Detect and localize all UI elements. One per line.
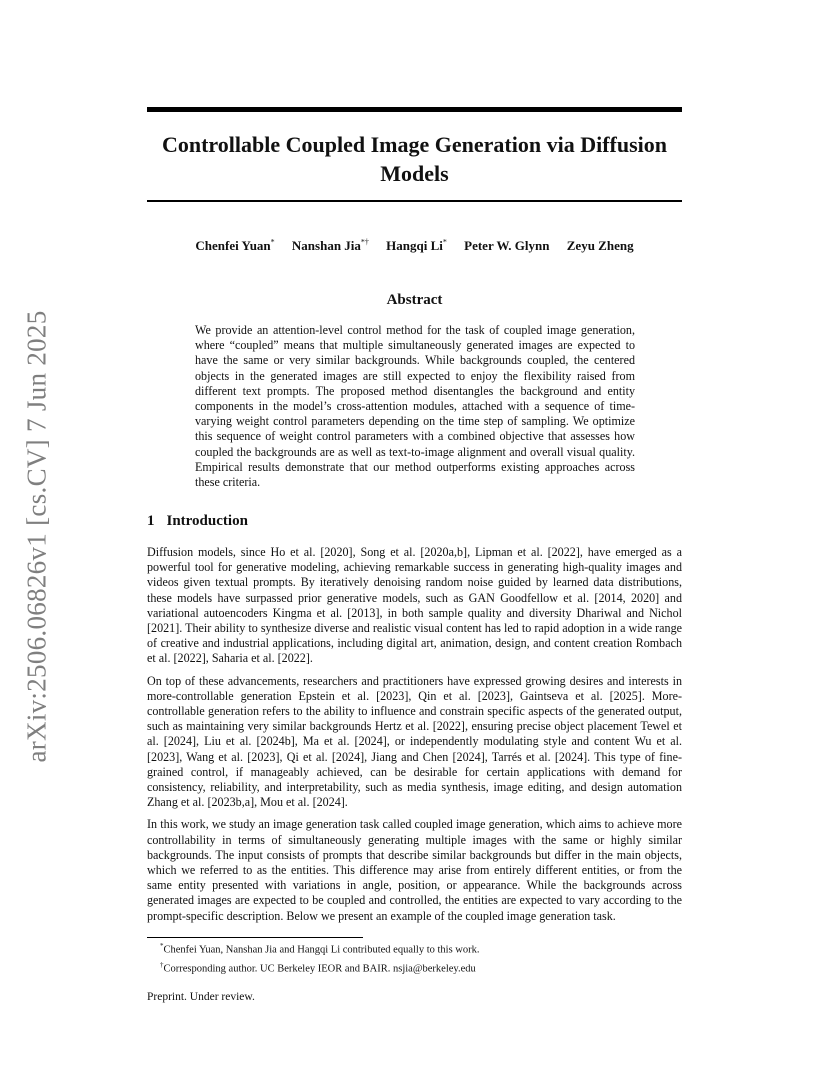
section-number: 1 bbox=[147, 513, 155, 529]
paragraph: On top of these advancements, researchers and practitioners have expressed growing desires and interests in more-controllable generation Epstein et al. [2023], Qin et al. [2023], Gaintseva et al. [2025]. More-controllable generation refers to the ability to influence and constrain specific aspects of the generated output, such as maintaining very similar backgrounds Hertz et al. [2022], ensuring precise object placement Tewel et al. [2024], Liu et al. [2024b], Ma et al. [2024], or independently modulating style and content Wu et al. [2023], Wang et al. [2023], Qi et al. [2024], Jiang and Chen [2024], Tarrés et al. [2024]. This type of fine-grained control, if manageably achieved, can be desirable for certain applications with demand for consistency, reliability, and interpretability, such as media synthesis, image editing, and design automation Zhang et al. [2023b,a], Mou et al. [2024]. bbox=[147, 673, 682, 810]
preprint-note: Preprint. Under review. bbox=[147, 991, 255, 1003]
arxiv-side-stamp bbox=[10, 305, 65, 767]
paper-title: Controllable Coupled Image Generation via Diffusion Models bbox=[161, 132, 667, 186]
paragraph: In this work, we study an image generation task called coupled image generation, which aims to achieve more controllability in terms of simultaneously generating multiple images with the same or highly similar backgrounds. The input consists of prompts that describe similar backgrounds but differ in the main objects, which we referred to as the entities. This difference may arise from entirely different entities, or from the same entity presented with variations in angle, position, or appearance. While the backgrounds across generated images are expected to be coupled and controlled, the entities are expected to vary according to the prompt-specific description. Below we present an example of the coupled image generation task. bbox=[147, 817, 682, 923]
footnotes bbox=[160, 939, 680, 977]
section-body bbox=[147, 545, 682, 931]
author: Peter W. Glynn bbox=[464, 238, 550, 254]
author: Nanshan Jia*† bbox=[291, 238, 369, 254]
arxiv-identifier: arXiv:2506.06826v1 [cs.CV] 7 Jun 2025 bbox=[22, 309, 53, 763]
author: Hangqi Li* bbox=[386, 238, 447, 254]
footnote: *Chenfei Yuan, Nanshan Jia and Hangqi Li contributed equally to this work. bbox=[160, 942, 480, 956]
footnote: †Corresponding author. UC Berkeley IEOR and BAIR. nsjia@berkeley.edu bbox=[160, 961, 476, 975]
author-list bbox=[147, 238, 682, 254]
section-title: Introduction bbox=[166, 513, 248, 529]
section-heading bbox=[147, 513, 248, 530]
title-top-rule bbox=[147, 107, 682, 112]
footnote-rule bbox=[147, 937, 363, 938]
abstract-heading: Abstract bbox=[386, 292, 443, 308]
author: Chenfei Yuan* bbox=[195, 238, 275, 254]
abstract-text: We provide an attention-level control method for the task of coupled image generation, where “coupled” means that multiple simultaneously generated images are expected to have the same or very similar backgrounds. While backgrounds coupled, the centered objects in the generated images are still expected to enjoy the flexibility raised from different text prompts. The proposed method disentangles the background and entity components in the model’s cross-attention modules, attached with a sequence of time-varying weight control parameters depending on the time step of sampling. We optimize this sequence of weight control parameters with a combined objective that assesses how coupled the backgrounds are as well as text-to-image alignment and overall visual quality. Empirical results demonstrate that our method outperforms existing approaches across these criteria. bbox=[195, 323, 635, 490]
paragraph: Diffusion models, since Ho et al. [2020], Song et al. [2020a,b], Lipman et al. [2022], have emerged as a powerful tool for generative modeling, achieving remarkable success in generating high-quality images and videos given textual prompts. By iteratively denoising random noise guided by learned data distributions, these models have surpassed prior generative models, such as GAN Goodfellow et al. [2014, 2020] and variational autoencoders Kingma et al. [2013], in both sample quality and diversity Dhariwal and Nichol [2021]. Their ability to synthesize diverse and realistic visual content has led to rapid adoption in a wide range of creative and industrial applications, including digital art, animation, design, and content creation Rombach et al. [2022], Saharia et al. [2022]. bbox=[147, 545, 682, 666]
title-bottom-rule bbox=[147, 200, 682, 202]
author: Zeyu Zheng bbox=[566, 238, 634, 254]
